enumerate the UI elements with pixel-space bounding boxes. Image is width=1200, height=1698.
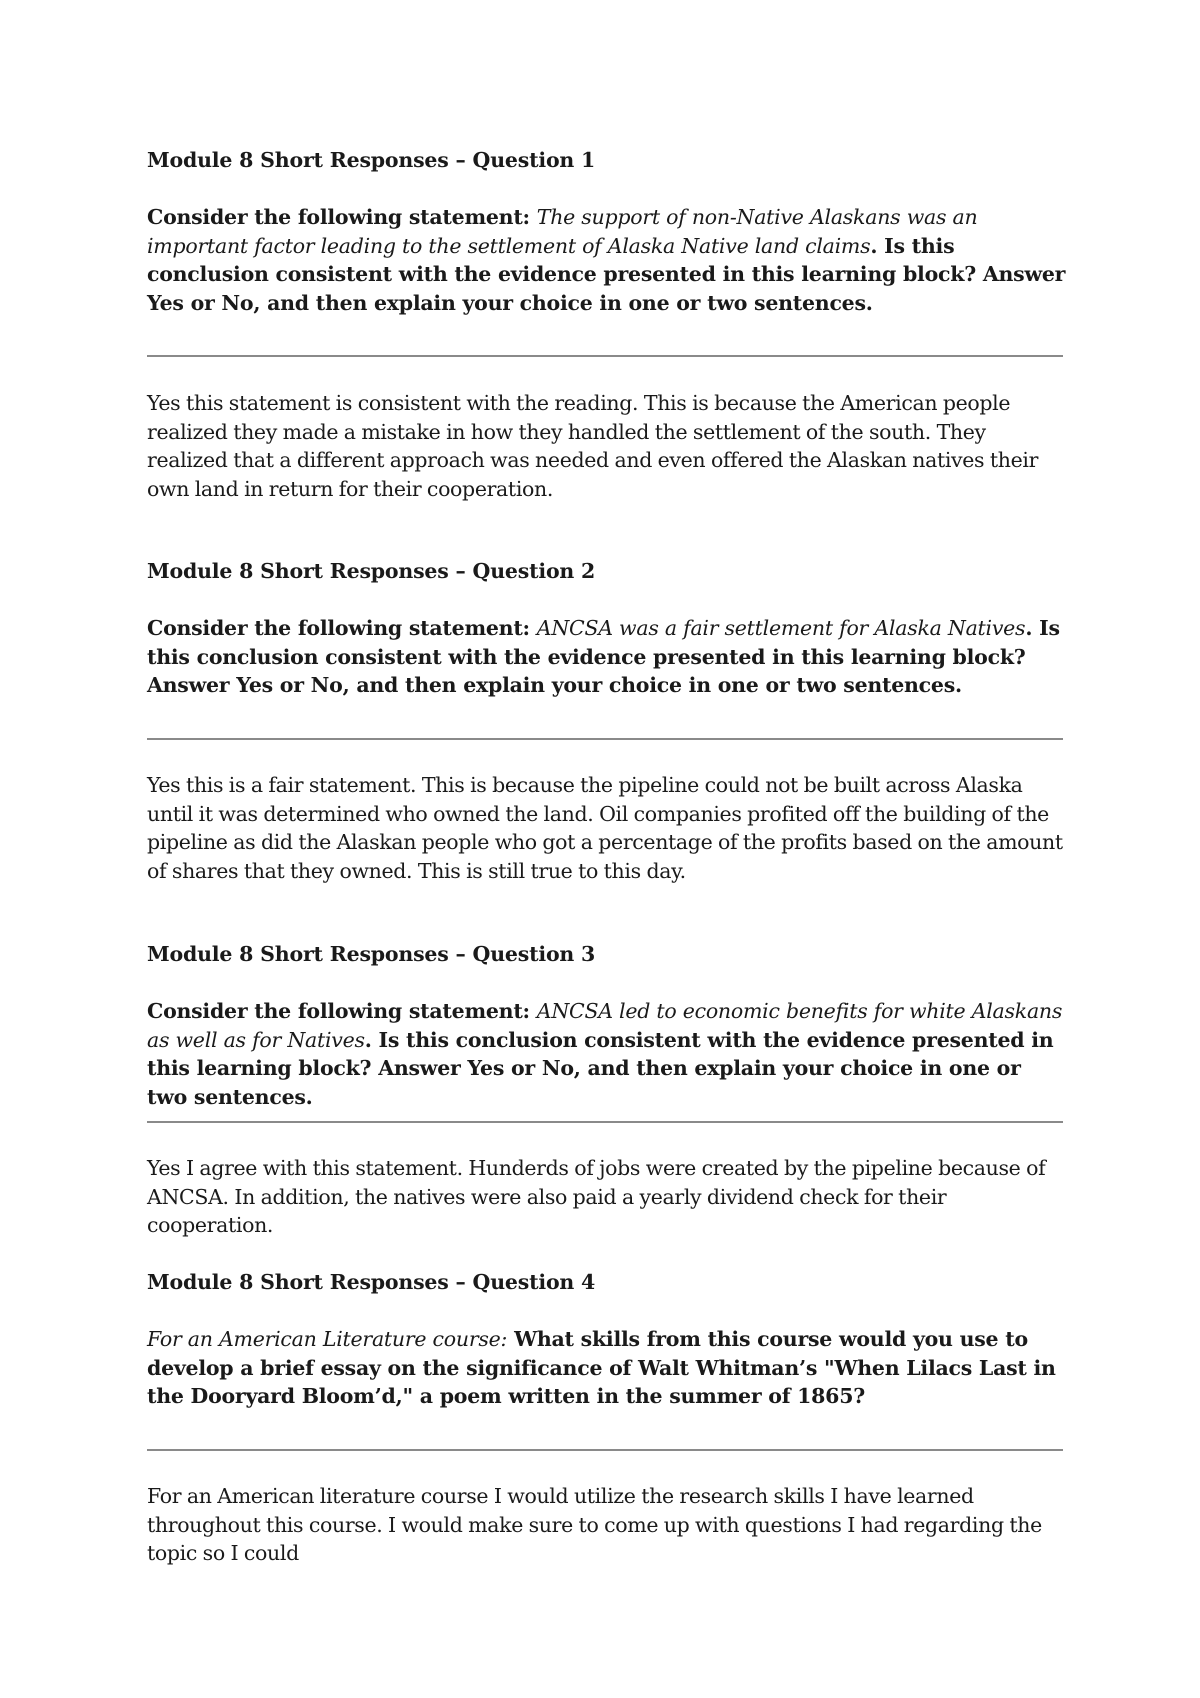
question-2 — [147, 614, 1067, 700]
question-3-lead: Consider the following statement: — [147, 999, 530, 1023]
divider-2 — [147, 738, 1063, 740]
divider-1 — [147, 355, 1063, 357]
answer-3: Yes I agree with this statement. Hunderds of jobs were created by the pipeline because of ANCSA. In addition, the natives were also paid a yearly dividend check for their cooperation. — [147, 1156, 1046, 1237]
question-1 — [147, 203, 1067, 317]
answer-4: For an American literature course I would utilize the research skills I have learned throughout this course. I would make sure to come up with questions I had regarding the topic so I could — [147, 1484, 1042, 1565]
question-2-statement: ANCSA was a fair settlement for Alaska Natives — [536, 616, 1026, 640]
module-heading-4: Module 8 Short Responses – Question 4 — [147, 1270, 596, 1294]
question-3-prompt: . Is this conclusion consistent with the evidence presented in this learning block? Answer Yes or No, and then explain your choice in one or two sentences. — [147, 1027, 1054, 1109]
answer-2: Yes this is a fair statement. This is because the pipeline could not be built across Alaska until it was determined who owned the land. Oil companies profited off the building of the pipeline as did the Alaskan people who got a percentage of the profits based on the amount of shares that they owned. This is still true to this day. — [147, 773, 1063, 883]
question-4-prompt: What skills from this course would you use to develop a brief essay on the significance of Walt Whitman’s "When Lilacs Last in the Dooryard Bloom’d," a poem written in the summer of 1865? — [147, 1327, 1056, 1408]
question-4-course: For an American Literature course: — [147, 1327, 508, 1351]
divider-4 — [147, 1449, 1063, 1451]
question-4 — [147, 1325, 1067, 1411]
answer-1: Yes this statement is consistent with the reading. This is because the American people realized they made a mistake in how they handled the settlement of the south. They realized that a different approach was needed and even offered the Alaskan natives their own land in return for their cooperation. — [147, 391, 1039, 501]
question-1-prompt: . Is this conclusion consistent with the evidence presented in this learning block? Answer Yes or No, and then explain your choice in one or two sentences. — [147, 233, 1066, 315]
module-heading-3: Module 8 Short Responses – Question 3 — [147, 942, 596, 966]
divider-3 — [147, 1121, 1063, 1123]
module-heading-2: Module 8 Short Responses – Question 2 — [147, 559, 596, 583]
question-1-lead: Consider the following statement: — [147, 205, 530, 229]
question-3-statement: ANCSA led to economic benefits for white Alaskans as well as for Natives — [147, 999, 1063, 1052]
question-1-statement: The support of non-Native Alaskans was an important factor leading to the settlement of Alaska Native land claims — [147, 205, 978, 258]
question-3 — [147, 997, 1067, 1111]
question-2-prompt: . Is this conclusion consistent with the evidence presented in this learning block? Answer Yes or No, and then explain your choice in one or two sentences. — [147, 616, 1060, 697]
module-heading-1: Module 8 Short Responses – Question 1 — [147, 148, 596, 172]
question-2-lead: Consider the following statement: — [147, 616, 530, 640]
